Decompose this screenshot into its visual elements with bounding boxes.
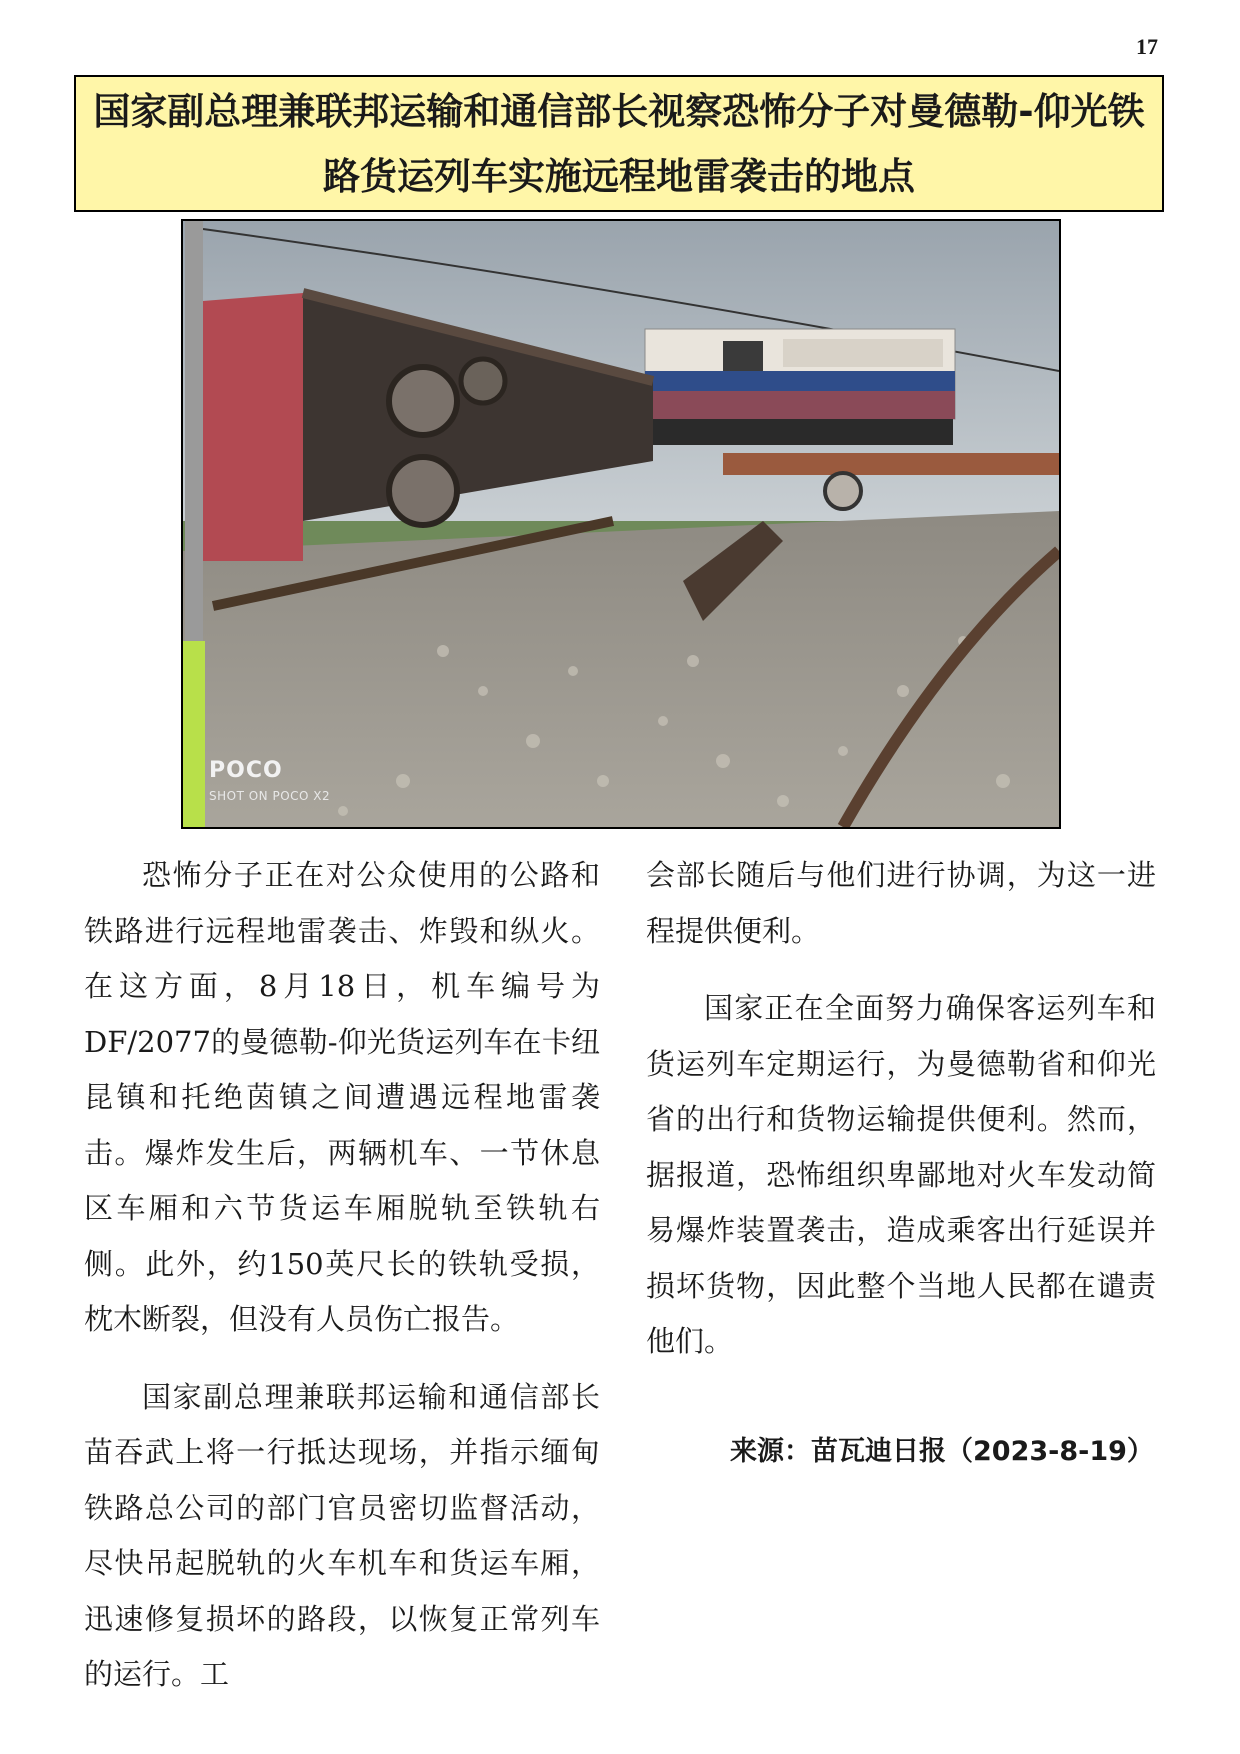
derailment-photo: [181, 219, 1061, 829]
locomotive: [645, 329, 955, 445]
paragraph-2: 国家副总理兼联邦运输和通信部长苗吞武上将一行抵达现场，并指示缅甸铁路总公司的部门官员密切监督活动，尽快吊起脱轨的火车机车和货运车厢，迅速修复损坏的路段，以恢复正常列车的运行。工: [84, 1379, 600, 1691]
derailment-scene-illustration: [183, 221, 1059, 827]
paragraph-3: 国家正在全面努力确保客运列车和货运列车定期运行，为曼德勒省和仰光省的出行和货物运输提供便利。然而，据报道，恐怖组织卑鄙地对火车发动简易爆炸装置袭击，造成乘客出行延误并损坏货物，因此整个当地人民都在谴责他们。: [646, 991, 1156, 1358]
page-number: 17: [1136, 34, 1158, 59]
gravel-ballast: [183, 511, 1059, 827]
source-citation: 来源：苗瓦迪日报（2023-8-19）: [730, 1436, 1154, 1467]
headline-box: [74, 75, 1164, 212]
paragraph-1: 恐怖分子正在对公众使用的公路和铁路进行远程地雷袭击、炸毁和纵火。在这方面，8月18日，机车编号为DF/2077的曼德勒-仰光货运列车在卡纽昆镇和托绝茵镇之间遭遇远程地雷袭击。爆炸发生后，两辆机车、一节休息区车厢和六节货运车厢脱轨至铁轨右侧。此外，约150英尺长的铁轨受损，枕木断裂，但没有人员伤亡报告。: [84, 858, 600, 1336]
paragraph-2-continued: 会部长随后与他们进行协调，为这一进程提供便利。: [646, 858, 1156, 948]
left-column: [84, 848, 600, 1703]
watermark-brand: POCO: [209, 758, 283, 783]
green-strip: [183, 641, 205, 827]
watermark-shot: SHOT ON POCO X2: [209, 789, 331, 803]
headline: 国家副总理兼联邦运输和通信部长视察恐怖分子对曼德勒-仰光铁路货运列车实施远程地雷袭击的地点: [93, 89, 1145, 198]
right-column: [646, 848, 1156, 1370]
flat-wagon: [723, 453, 1059, 475]
